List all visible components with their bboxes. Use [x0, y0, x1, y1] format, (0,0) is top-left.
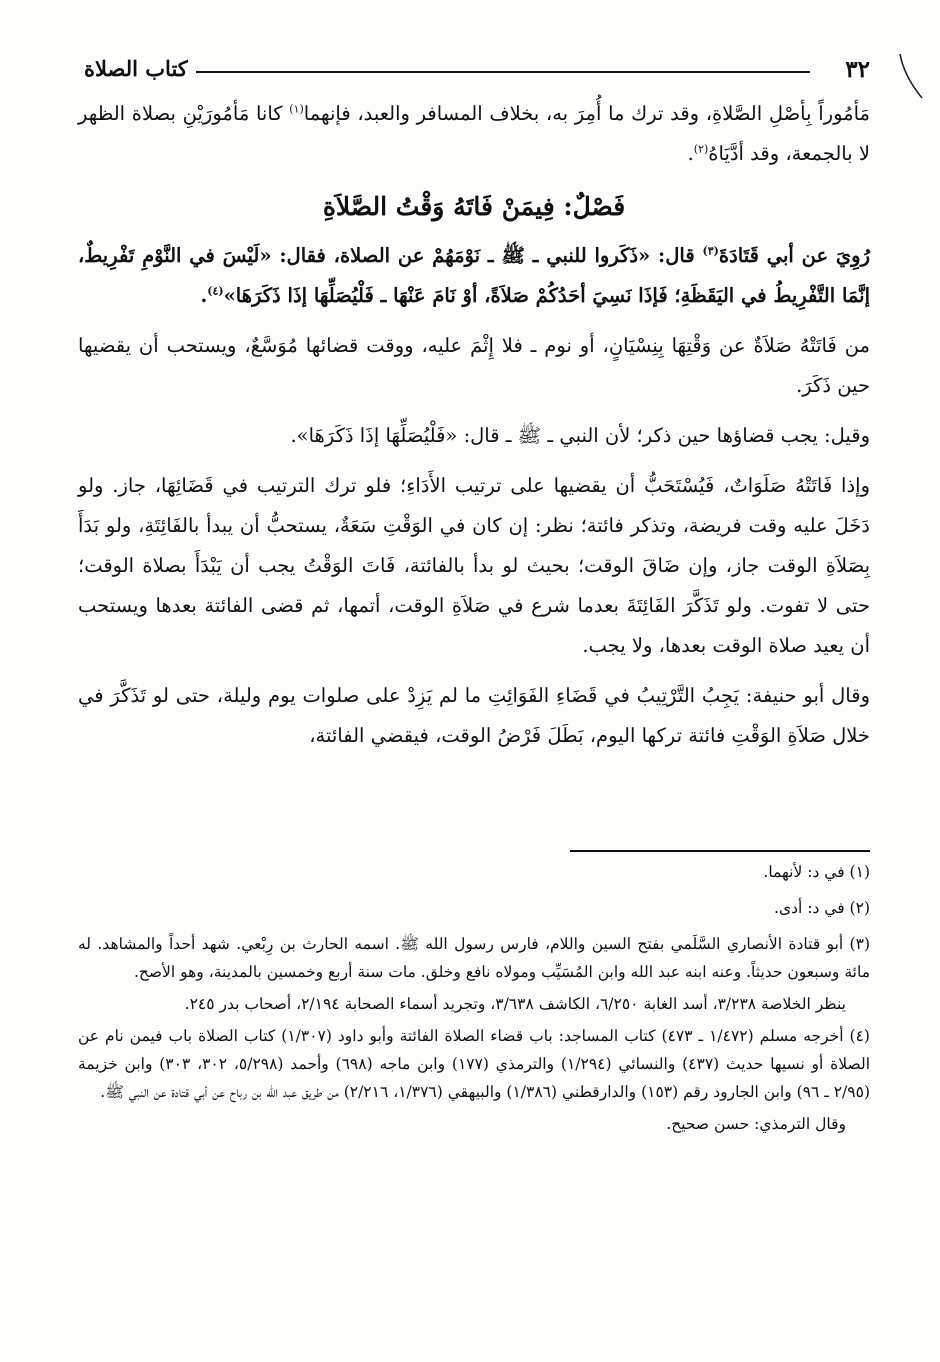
footnote-2: (٢) في د: أدى.: [774, 899, 870, 917]
footnote-ref-3[interactable]: (٣): [702, 244, 719, 258]
footnote-ref-1[interactable]: (١): [289, 102, 304, 116]
footnote-4: (٤) أخرجه مسلم (١/٤٧٢ ـ ٤٧٣) كتاب المساجد: باب قضاء الصلاة الفائتة وأبو داود (١/٣٠٧) كتاب الصلاة باب فيمن نام عن الصلاة أو نسيها حديث (٤٣٧) والنسائي (١/٢٩٤) والترمذي (١٧٧) وابن ماجه (٦٩٨) وأحمد (٥/٢٩٨، ٣٠٢، ٣٠٣) وابن خزيمة (٢/٩٥ ـ ٩٦) وابن الجارود رقم (١٥٣) والدارقطني (١/٣٨٦) والبيهقي (١/٣٧٦، ٢/٢١٦) من طريق عبد الله بن رباح عن أبي قتادة عن النبي ﷺ.: [78, 1027, 870, 1101]
footnote-ref-2[interactable]: (٢): [693, 142, 709, 156]
page-number: ٣٢: [845, 56, 870, 83]
page-header: [84, 54, 870, 94]
header-rule: [196, 71, 810, 73]
section-heading: فَصْلٌ: فِيمَنْ فَاتَهُ وَقْتُ الصَّلاَةِ: [322, 192, 626, 221]
paragraph-other-view: وقيل: يجب قضاؤها حين ذكر؛ لأن النبي ـ ﷺ ـ قال: «فَلْيُصَلِّهَا إذَا ذَكَرَهَا».: [290, 424, 870, 447]
footnote-1: (١) في د: لأنهما.: [763, 863, 870, 881]
footnote-3-sources: ينظر الخلاصة ٣/٢٣٨، أسد الغابة ٦/٢٥٠، الكاشف ٣/٦٣٨، وتجريد أسماء الصحابة ٢/١٩٤، أصحاب بدر ٢٤٥.: [184, 995, 846, 1013]
footnote-4-grading: وقال الترمذي: حسن صحيح.: [666, 1115, 846, 1133]
paragraph-order: وإذا فَاتَتْهُ صَلَوَاتٌ، فَيُسْتَحَبُّ أن يقضيها على ترتيب الأَدَاءِ؛ فلو ترك الترتيب في قَضَائِهَا، جاز. ولو دَخَلَ عليه وقت فريضة، وتذكر فائتة؛ نظر: إن كان في الوَقْتِ سَعَةٌ، يستحبُّ أن يبدأ بالفَائِتَةِ، ولو بَدَأَ بِصَلاَةِ الوقت جاز، وإن ضَاقَ الوقت؛ بحيث لو بدأ بالفائتة، فَاتَ الوَقْتُ يجب أن يَبْدَأَ بصلاة الوقت؛ حتى لا تفوت. ولو تَذَكَّرَ الفَائِتَةَ بعدما شرع في صَلاَةِ الوقت، أتمها، ثم قضى الفائتة بعدها ويستحب أن يعيد صلاة الوقت بعدها، ولا يجب.: [78, 474, 870, 657]
paragraph-continuation: مَأمُوراً بِأصْلِ الصَّلاةِ، وقد ترك ما أُمِرَ به، بخلاف المسافر والعبد، فإنهما$^{(١)}$ كانا مَأمُورَيْنِ بصلاة الظهر لا بالجمعة، وقد أدَّيَاهُ$^{(٢)}$.: [78, 102, 870, 165]
paragraph-abu-hanifa: وقال أبو حنيفة: يَجِبُ التَّرْتِيبُ في قَضَاءِ الفَوَائِتِ ما لم يَزِدْ على صلوات يوم وليلة، حتى لو تَذَكَّرَ في خلال صَلاَةِ الوَقْتِ فائتة تركها اليوم، بَطَلَ فَرْضُ الوقت، فيقضي الفائتة،: [78, 684, 870, 747]
main-text: [78, 94, 870, 756]
hadith-paragraph: رُوِيَ عن أبي قَتَادَةَ$^{(٣)}$ قال: «ذَكَروا للنبي ـ ﷺ ـ نَوْمَهُمْ عن الصلاة، فقال: «لَيْسَ في النَّوْمِ تَفْرِيطٌ، إنَّمَا التَّفْرِيطُ في اليَقَظَةِ؛ فَإذَا نَسِيَ أحَدُكُمْ صَلاَةً، أوْ نَامَ عَنْهَا ـ فَلْيُصَلِّهَا إذَا ذَكَرَهَا»$^{(٤)}$.: [78, 244, 870, 307]
footnotes: [78, 858, 870, 1142]
page-edge-mark: [896, 52, 926, 102]
footnote-ref-4[interactable]: (٤): [207, 284, 224, 298]
footnote-separator: [570, 850, 870, 852]
chapter-title: كتاب الصلاة: [84, 56, 188, 81]
footnote-3: (٣) أبو قتادة الأنصاري السَّلَمي بفتح السين واللام، فارس رسول الله ﷺ. اسمه الحارث بن رِبْعي. شهد أحداً والمشاهد. له مائة وسبعون حديثاً. وعنه ابنه عبد الله وابن المُسَيِّب ومولاه نافع وخلق. مات سنة أربع وخمسين بالمدينة، وهو الأصح.: [78, 935, 870, 981]
paragraph-missed-prayer: من فَاتَتْهُ صَلاَةٌ عن وَقْتِهَا بِنِسْيَانٍ، أو نوم ـ فلا إِثْمَ عليه، ووقت قضائها مُوَسَّعٌ، ويستحب أن يقضيها حين ذَكَرَ.: [78, 334, 870, 397]
